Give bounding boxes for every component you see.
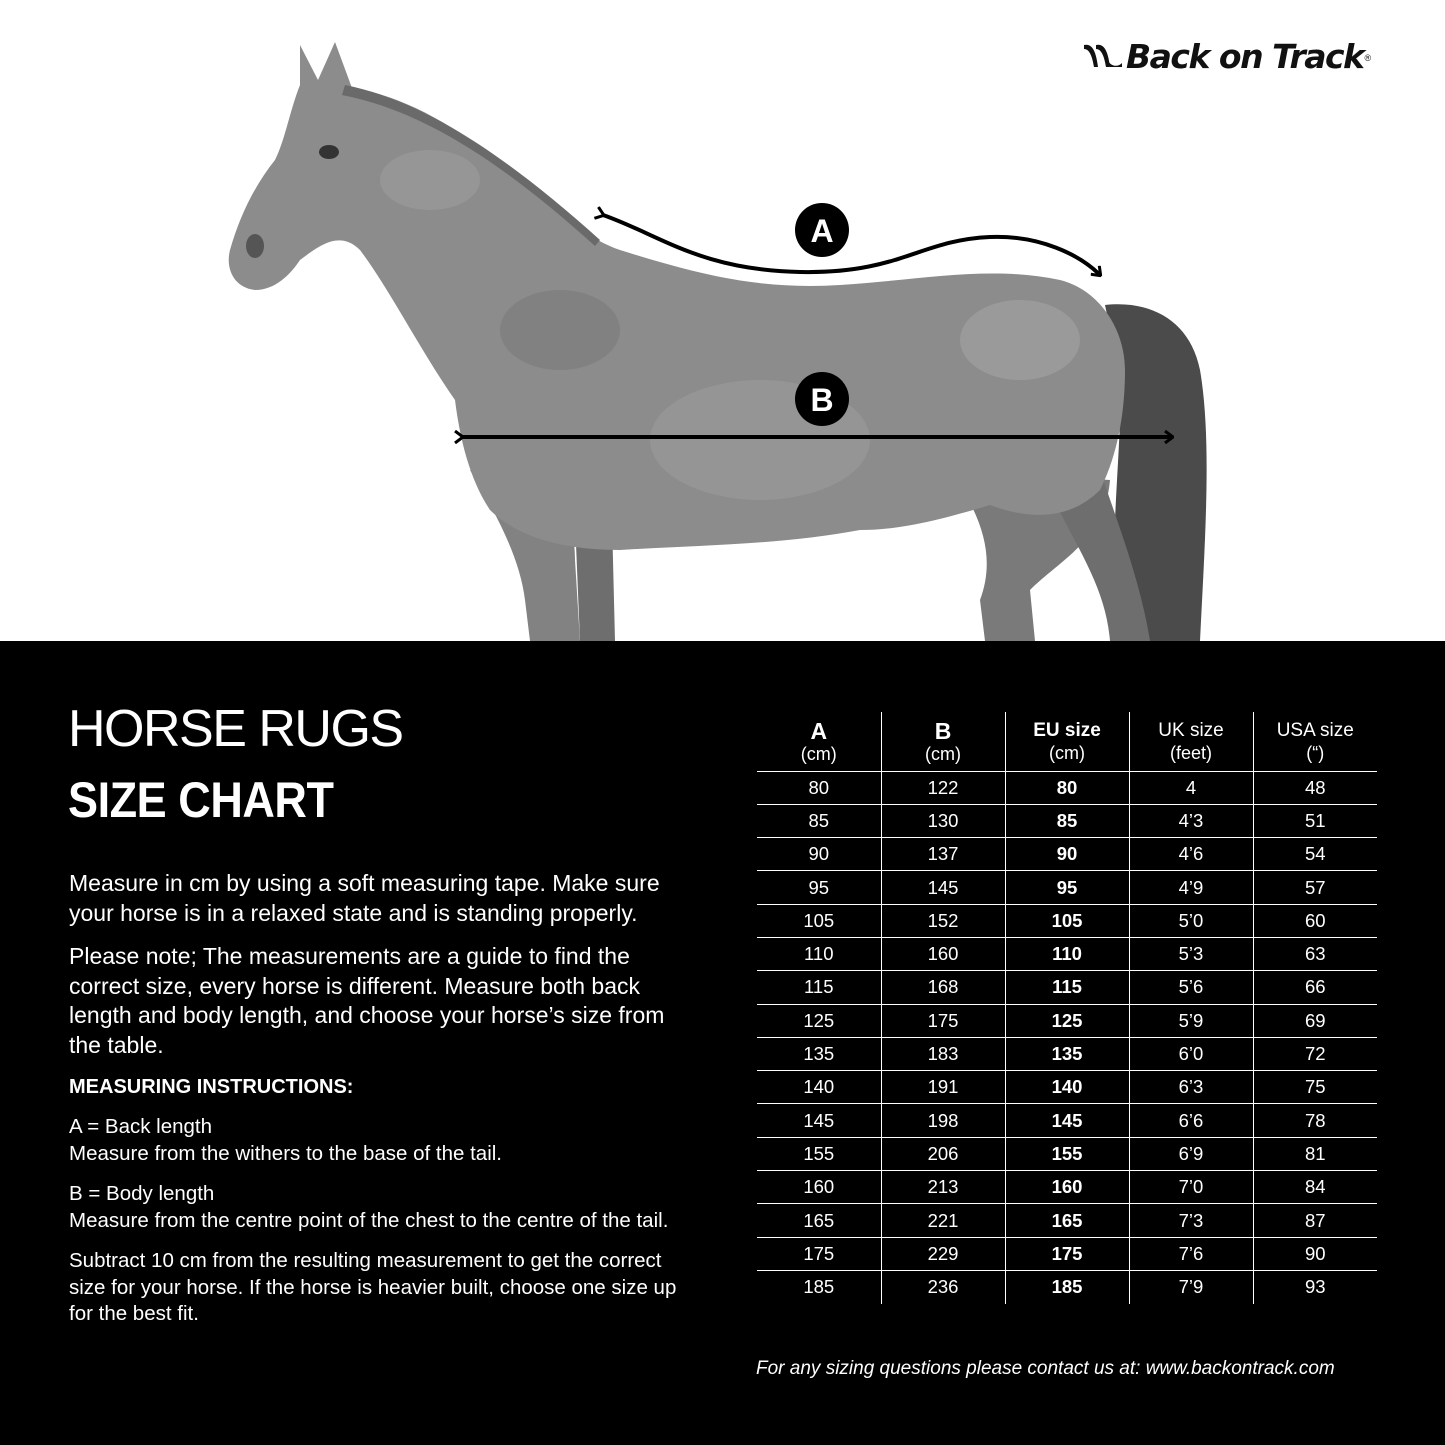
table-cell: 198: [881, 1104, 1005, 1137]
table-row: [757, 1004, 1377, 1037]
brand-logo: [1082, 36, 1371, 76]
table-cell: 7’0: [1129, 1171, 1253, 1204]
table-cell: 80: [1005, 771, 1129, 804]
table-cell: 4’6: [1129, 838, 1253, 871]
table-cell: 6’9: [1129, 1137, 1253, 1170]
instruction-a-title: A = Back length: [69, 1115, 213, 1138]
brand-reg: ®: [1364, 53, 1372, 63]
table-cell: 135: [1005, 1037, 1129, 1070]
header-b: B (cm): [881, 712, 1005, 771]
instruction-a: [69, 1114, 689, 1167]
table-cell: 4’3: [1129, 804, 1253, 837]
table-cell: 110: [757, 937, 881, 970]
table-body: [757, 771, 1377, 1304]
table-cell: 125: [1005, 1004, 1129, 1037]
table-cell: 48: [1253, 771, 1377, 804]
table-cell: 4’9: [1129, 871, 1253, 904]
table-cell: 206: [881, 1137, 1005, 1170]
instruction-b-title: B = Body length: [69, 1182, 215, 1205]
note-text: Please note; The measurements are a guide to find the correct size, every horse is different. Measure both back length and body length, and choose your horse’s size from the table.: [69, 943, 665, 1058]
table-cell: 6’0: [1129, 1037, 1253, 1070]
table-cell: 85: [757, 804, 881, 837]
instruction-a-desc: Measure from the withers to the base of the tail.: [69, 1141, 502, 1165]
table-cell: 5’6: [1129, 971, 1253, 1004]
header-uk-size: UK size (feet): [1129, 712, 1253, 771]
table-row: [757, 1071, 1377, 1104]
label-b: B: [810, 382, 834, 418]
table-cell: 155: [757, 1137, 881, 1170]
instruction-b: [69, 1181, 689, 1234]
table-cell: 145: [881, 871, 1005, 904]
table-cell: 4: [1129, 771, 1253, 804]
table-cell: 6’6: [1129, 1104, 1253, 1137]
table-cell: 105: [757, 904, 881, 937]
table-cell: 135: [757, 1037, 881, 1070]
table-cell: 115: [1005, 971, 1129, 1004]
table-cell: 175: [1005, 1237, 1129, 1270]
table-cell: 160: [881, 937, 1005, 970]
table-row: [757, 937, 1377, 970]
table-cell: 155: [1005, 1137, 1129, 1170]
table-cell: 191: [881, 1071, 1005, 1104]
table-row: [757, 871, 1377, 904]
table-cell: 175: [757, 1237, 881, 1270]
table-cell: 72: [1253, 1037, 1377, 1070]
table-cell: 165: [1005, 1204, 1129, 1237]
intro-text: Measure in cm by using a soft measuring tape. Make sure your horse is in a relaxed state and is standing properly.: [69, 870, 660, 926]
table-cell: 95: [757, 871, 881, 904]
table-cell: 152: [881, 904, 1005, 937]
table-cell: 125: [757, 1004, 881, 1037]
table-cell: 122: [881, 771, 1005, 804]
table-row: [757, 971, 1377, 1004]
table-cell: 93: [1253, 1270, 1377, 1303]
table-row: [757, 1237, 1377, 1270]
title-horse-rugs: HORSE RUGS: [68, 700, 403, 758]
table-cell: 6’3: [1129, 1071, 1253, 1104]
arrow-a: [603, 215, 1100, 275]
table-row: [757, 1204, 1377, 1237]
table-cell: 7’9: [1129, 1270, 1253, 1303]
table-cell: 130: [881, 804, 1005, 837]
table-cell: 80: [757, 771, 881, 804]
table-cell: 140: [1005, 1071, 1129, 1104]
info-panel: [0, 641, 1445, 1445]
table-cell: 63: [1253, 937, 1377, 970]
table-cell: 95: [1005, 871, 1129, 904]
table-cell: 7’6: [1129, 1237, 1253, 1270]
table-cell: 5’0: [1129, 904, 1253, 937]
table-cell: 115: [757, 971, 881, 1004]
table-cell: 57: [1253, 871, 1377, 904]
table-cell: 5’3: [1129, 937, 1253, 970]
size-table-wrapper: [757, 712, 1377, 1304]
size-table: [757, 712, 1377, 1304]
table-cell: 183: [881, 1037, 1005, 1070]
header-usa-size: USA size (“): [1253, 712, 1377, 771]
subtract-note: Subtract 10 cm from the resulting measurement to get the correct size for your horse. If the horse is heavier built, choose one size up for the best fit.: [69, 1249, 677, 1325]
header-eu-size: EU size (cm): [1005, 712, 1129, 771]
table-cell: 145: [1005, 1104, 1129, 1137]
contact-text: For any sizing questions please contact us at: www.backontrack.com: [756, 1358, 1335, 1379]
table-cell: 5’9: [1129, 1004, 1253, 1037]
table-cell: 229: [881, 1237, 1005, 1270]
brand-name: Back on Track: [1126, 36, 1364, 76]
table-cell: 185: [757, 1270, 881, 1303]
table-row: [757, 838, 1377, 871]
horse-diagram: [0, 0, 1445, 641]
table-cell: 145: [757, 1104, 881, 1137]
table-cell: 137: [881, 838, 1005, 871]
table-cell: 7’3: [1129, 1204, 1253, 1237]
table-cell: 69: [1253, 1004, 1377, 1037]
table-cell: 185: [1005, 1270, 1129, 1303]
instructions-column: [69, 869, 689, 1342]
table-cell: 236: [881, 1270, 1005, 1303]
table-row: [757, 904, 1377, 937]
table-cell: 54: [1253, 838, 1377, 871]
title-size-chart: SIZE CHART: [68, 772, 334, 828]
table-cell: 85: [1005, 804, 1129, 837]
table-row: [757, 1137, 1377, 1170]
table-row: [757, 1270, 1377, 1303]
horse-nostril: [246, 234, 264, 258]
table-cell: 165: [757, 1204, 881, 1237]
table-cell: 221: [881, 1204, 1005, 1237]
illustration-area: [0, 0, 1445, 641]
table-cell: 51: [1253, 804, 1377, 837]
table-row: [757, 1171, 1377, 1204]
table-cell: 78: [1253, 1104, 1377, 1137]
table-cell: 84: [1253, 1171, 1377, 1204]
table-cell: 81: [1253, 1137, 1377, 1170]
table-cell: 90: [1005, 838, 1129, 871]
table-cell: 175: [881, 1004, 1005, 1037]
table-cell: 140: [757, 1071, 881, 1104]
table-cell: 160: [757, 1171, 881, 1204]
header-a: A (cm): [757, 712, 881, 771]
table-cell: 60: [1253, 904, 1377, 937]
table-cell: 105: [1005, 904, 1129, 937]
table-cell: 75: [1253, 1071, 1377, 1104]
horse-eye: [319, 145, 339, 159]
label-a: A: [810, 213, 834, 249]
brand-logo-icon: [1082, 41, 1124, 71]
table-row: [757, 771, 1377, 804]
table-row: [757, 1104, 1377, 1137]
table-cell: 90: [757, 838, 881, 871]
table-cell: 110: [1005, 937, 1129, 970]
instructions-heading: MEASURING INSTRUCTIONS:: [69, 1076, 354, 1098]
table-header-row: [757, 712, 1377, 771]
table-cell: 87: [1253, 1204, 1377, 1237]
table-row: [757, 804, 1377, 837]
table-row: [757, 1037, 1377, 1070]
table-cell: 66: [1253, 971, 1377, 1004]
table-cell: 168: [881, 971, 1005, 1004]
table-cell: 213: [881, 1171, 1005, 1204]
instruction-b-desc: Measure from the centre point of the chest to the centre of the tail.: [69, 1208, 669, 1232]
table-cell: 90: [1253, 1237, 1377, 1270]
table-cell: 160: [1005, 1171, 1129, 1204]
